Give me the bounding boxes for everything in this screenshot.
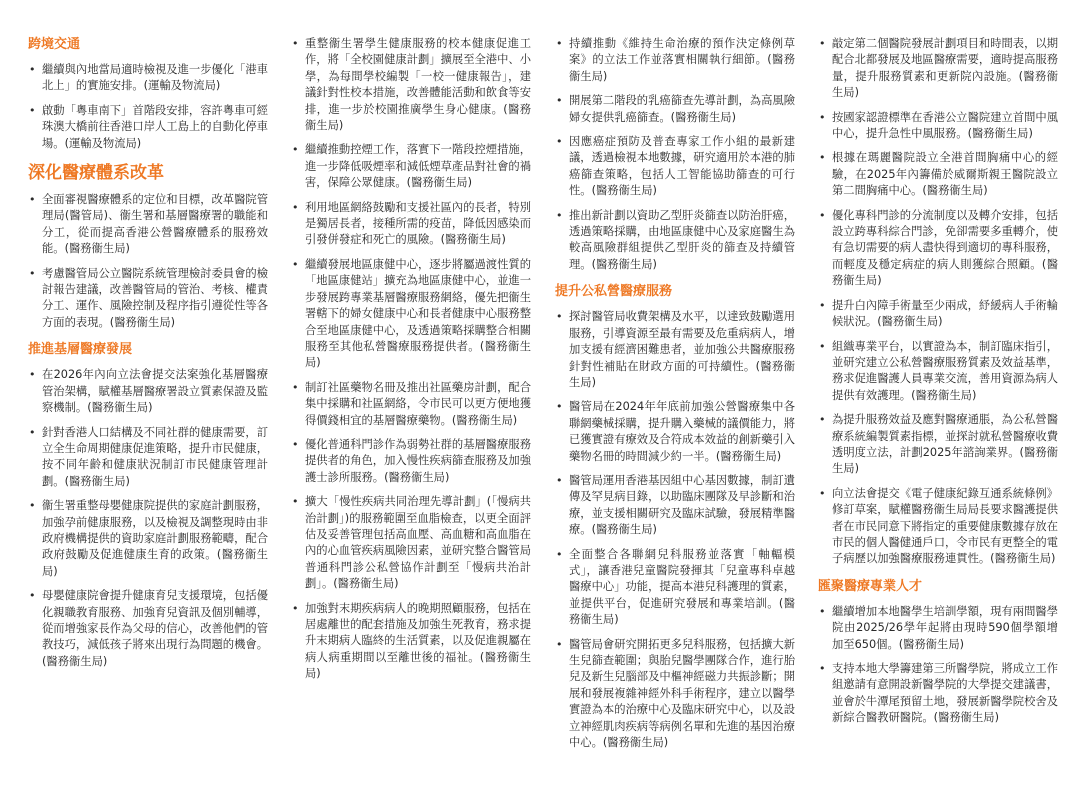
item-text: 全面審視醫療體系的定位和目標，改革醫院管理局(醫管局)、衞生署和基層醫療署的職能和分工，從而提高香港公營醫療體系的服務效能。(醫務衞生局) <box>42 193 268 256</box>
list-item <box>291 257 531 372</box>
item-text: 針對香港人口結構及不同社群的健康需要，訂立全生命周期健康促進策略，提升市民健康，按不同年齡和健康狀況制訂市民健康管理計劃。(醫務衞生局) <box>42 425 268 488</box>
bullet-list <box>818 604 1058 727</box>
bullet-icon: • <box>819 486 826 500</box>
item-text: 為提升服務效益及應對醫療通脹，為公私營醫療系統編製質素指標，並探討就私營醫療收費透明度立法，計劃2025年諮詢業界。(醫務衞生局) <box>832 413 1058 476</box>
item-text: 加強對末期疾病病人的晚期照顧服務，包括在居處離世的配套措施及加強生死教育，務求提升末期病人臨終的生活質素，以及促進親屬在病人病重期間以至離世後的福祉。(醫務衞生局) <box>305 601 531 681</box>
list-item <box>28 498 268 580</box>
bullet-icon: • <box>29 499 36 513</box>
list-item <box>291 494 531 592</box>
list-item <box>291 380 531 429</box>
bullet-icon: • <box>556 37 563 50</box>
list-item <box>818 36 1058 102</box>
item-text: 按國家認證標準在香港公立醫院建立首間中風中心，提升急性中風服務。(醫務衞生局) <box>832 110 1058 141</box>
section-title: 深化醫療體系改革 <box>28 163 164 184</box>
column-4 <box>818 36 1058 737</box>
list-item <box>818 208 1058 290</box>
section <box>818 578 1058 727</box>
item-text: 優化專科門診的分流制度以及轉介安排，包括設立跨專科綜合門診，免卻需要多重轉介，使有急切需要的病人盡快得到適切的專科服務，而輕度及穩定病症的病人則獲綜合照顧。(醫務衞生局) <box>832 208 1058 288</box>
list-item <box>818 486 1058 568</box>
item-text: 推出新計劃以資助乙型肝炎篩查以防治肝癌，透過策略採購，由地區康健中心及家庭醫生為較高風險群組提供乙型肝炎的篩查及持續管理。(醫務衞生局) <box>569 208 795 271</box>
list-item <box>818 339 1058 405</box>
list-item <box>28 425 268 491</box>
list-item <box>291 200 531 249</box>
list-item <box>555 547 795 629</box>
bullet-list <box>555 36 795 273</box>
bullet-list <box>28 62 268 152</box>
bullet-icon: • <box>29 63 36 76</box>
item-text: 在2026年內向立法會提交法案強化基層醫療管治架構，賦權基層醫療署設立質素保證及監察機制。(醫務衞生局) <box>42 368 268 415</box>
list-item <box>291 601 531 683</box>
bullet-icon: • <box>29 425 36 439</box>
item-text: 重整衞生署學生健康服務的校本健康促進工作，將「全校園健康計劃」擴展至全港中、小學，為每間學校編製「一校一健康報告」，建議針對性校本措施，改善體能活動和飲食等安排，進一步於校園推廣學生身心健康。(醫務衞生局) <box>305 37 531 133</box>
section-title: 跨境交通 <box>28 37 81 52</box>
bullet-icon: • <box>556 473 563 487</box>
item-text: 敲定第二個醫院發展計劃項目和時間表，以期配合北都發展及地區醫療需要，適時提高服務量，提升服務質素和更新院內設施。(醫務衞生局) <box>832 37 1058 100</box>
list-item <box>555 637 795 752</box>
bullet-icon: • <box>292 143 299 157</box>
item-text: 根據在瑪麗醫院設立全港首間胸痛中心的經驗，在2025年內籌備於威爾斯親王醫院設立第二間胸痛中心。(醫務衞生局) <box>832 151 1058 198</box>
bullet-icon: • <box>556 94 563 108</box>
bullet-list <box>818 36 1058 568</box>
column-3 <box>555 36 795 761</box>
bullet-list <box>291 36 531 683</box>
bullet-icon: • <box>819 110 826 124</box>
item-text: 考慮醫管局公立醫院系統管理檢討委員會的檢討報告建議，改善醫管局的管治、考核、權責分工、運作、風險控制及程序指引遵從性等各方面的表現。(醫務衞生局) <box>42 266 268 329</box>
list-item <box>555 399 795 465</box>
bullet-icon: • <box>29 193 36 207</box>
bullet-icon: • <box>556 135 563 149</box>
bullet-icon: • <box>292 380 299 394</box>
list-item <box>291 36 531 134</box>
item-text: 啟動「粵車南下」首階段安排，容許粵車可經珠澳大橋前往香港口岸人工島上的自動化停車場。(運輸及物流局) <box>42 103 268 150</box>
bullet-icon: • <box>819 208 826 222</box>
list-item <box>28 266 268 332</box>
bullet-icon: • <box>819 339 826 353</box>
column-2 <box>291 36 531 693</box>
bullet-icon: • <box>292 37 299 50</box>
bullet-icon: • <box>292 200 299 214</box>
item-text: 醫管局運用香港基因組中心基因數據，制訂遺傳及罕見病目錄，以助臨床團隊及早診斷和治療，並支援相關研究及臨床試驗，發展精準醫療。(醫務衞生局) <box>569 473 795 537</box>
list-item <box>555 36 795 85</box>
item-text: 擴大「慢性疾病共同治理先導計劃」(「慢病共治計劃」)的服務範圍至血脂檢查，以更全面評估及妥善管理包括高血壓、高血糖和高血脂在內的心血管疾病風險因素，並研究整合醫管局普通科門診公私營協作計劃至「慢病共治計劃」。(醫務衞生局) <box>305 495 531 591</box>
bullet-icon: • <box>819 413 826 427</box>
list-item <box>28 367 268 416</box>
bullet-icon: • <box>292 601 299 615</box>
bullet-icon: • <box>292 257 299 271</box>
section <box>28 341 268 670</box>
list-item <box>818 604 1058 653</box>
section <box>28 36 268 152</box>
item-text: 繼續推動控煙工作，落實下一階段控煙措施，進一步降低吸煙率和減低煙草產品對社會的禍害，保障公眾健康。(醫務衞生局) <box>305 143 531 190</box>
item-text: 因應癌症預防及普查專家工作小組的最新建議，透過檢視本地數據，研究適用於本港的肺癌篩查策略，包括人工智能協助篩查的可行性。(醫務衞生局) <box>569 135 795 198</box>
bullet-icon: • <box>819 298 826 312</box>
list-item <box>28 192 268 258</box>
item-text: 繼續增加本地醫學生培訓學額，現有兩間醫學院由2025/26學年起將由現時590個學額增加至650個。(醫務衞生局) <box>832 604 1058 651</box>
section <box>818 36 1058 568</box>
section <box>291 36 531 683</box>
item-text: 繼續與內地當局適時檢視及進一步優化「港車北上」的實施安排。(運輸及物流局) <box>42 63 268 93</box>
bullet-icon: • <box>292 495 299 509</box>
column-1 <box>28 36 268 680</box>
list-item <box>818 661 1058 727</box>
list-item <box>555 208 795 274</box>
list-item <box>28 62 268 95</box>
item-text: 持續推動《維持生命治療的預作決定條例草案》的立法工作並落實相關執行細節。(醫務衞生局) <box>569 37 795 83</box>
item-text: 全面整合各聯網兒科服務並落實「軸輻模式」，讓香港兒童醫院發揮其「兒童專科卓越醫療中心」功能，提高本港兒科護理的質素，並提供平台，促進研究發展和專業培訓。(醫務衞生局) <box>569 547 795 627</box>
list-item <box>818 110 1058 143</box>
item-text: 制訂社區藥物名冊及推出社區藥房計劃，配合集中採購和社區網絡，令市民可以更方便地獲得價錢相宜的基層醫療藥物。(醫務衞生局) <box>305 380 531 427</box>
item-text: 向立法會提交《電子健康紀錄互通系統條例》修訂草案，賦權醫務衞生局局長要求醫護提供者在市民同意下將指定的重要健康數據存放在市民的個人醫健通戶口，令市民有更整全的電子病歷以加強醫療服務連貫性。(醫務衞生局) <box>832 486 1058 566</box>
list-item <box>818 150 1058 199</box>
list-item <box>28 588 268 670</box>
item-text: 繼續發展地區康健中心，逐步將屬過渡性質的「地區康健站」擴充為地區康健中心，並進一步發展跨專業基層醫療服務網絡，優先把衞生署轄下的婦女健康中心和長者健康中心服務整合至地區康健中心，及透過策略採購整合相關服務至其他私營醫療服務提供者。(醫務衞生局) <box>305 257 531 370</box>
list-item <box>28 103 268 152</box>
bullet-icon: • <box>29 103 36 117</box>
bullet-icon: • <box>29 266 36 280</box>
section <box>28 162 268 331</box>
section <box>555 283 795 751</box>
list-item <box>291 142 531 191</box>
item-text: 提升白內障手術量至少兩成，紓緩病人手術輪候狀況。(醫務衞生局) <box>832 298 1058 329</box>
list-item <box>818 298 1058 331</box>
list-item <box>555 309 795 391</box>
list-item <box>555 93 795 126</box>
bullet-icon: • <box>556 208 563 222</box>
item-text: 利用地區網絡鼓勵和支援社區內的長者，特別是獨居長者，接種所需的疫苗，降低因感染而引發併發症和死亡的風險。(醫務衞生局) <box>305 200 531 247</box>
bullet-list <box>28 367 268 670</box>
bullet-list <box>555 309 795 751</box>
bullet-icon: • <box>556 400 563 414</box>
bullet-icon: • <box>29 368 36 382</box>
item-text: 醫管局會研究開拓更多兒科服務，包括擴大新生兒篩查範圍；與胎兒醫學團隊合作，進行胎兒及新生兒腦部及中樞神經磁力共振診斷；開展和發展複雜神經外科手術程序，建立以醫學實證為本的治療中心及臨床研究中心，以及設立神經肌肉疾病等病例名單和先進的基因治療中心。(醫務衞生局) <box>569 637 795 750</box>
list-item <box>291 437 531 486</box>
item-text: 探討醫管局收費架構及水平，以達致鼓勵選用服務，引導資源至最有需要及危重病病人，增加支援有經濟困難患者，並加強公共醫療服務針對性補貼在財政方面的可持續性。(醫務衞生局) <box>569 310 795 389</box>
bullet-list <box>28 192 268 331</box>
bullet-icon: • <box>819 604 826 618</box>
section-title: 匯聚醫療專業人才 <box>818 578 923 594</box>
bullet-icon: • <box>819 662 826 675</box>
section-title: 提升公私營醫療服務 <box>555 284 673 300</box>
item-text: 醫管局在2024年年底前加強公營醫療集中各聯網藥械採購，提升購入藥械的議價能力，將已獲實證有療效及合符成本效益的創新藥引入藥物名冊的時間減少約一半。(醫務衞生局) <box>569 400 795 463</box>
bullet-icon: • <box>819 151 826 165</box>
item-text: 衞生署重整母嬰健康院提供的家庭計劃服務，加強孕前健康服務，以及檢視及調整現時由非政府機構提供的資助家庭計劃服務範疇，配合政府鼓勵及促進健康生育的政策。(醫務衞生局) <box>42 499 268 578</box>
list-item <box>818 412 1058 478</box>
item-text: 開展第二階段的乳癌篩查先導計劃，為高風險婦女提供乳癌篩查。(醫務衞生局) <box>569 94 795 124</box>
list-item <box>555 473 795 539</box>
list-item <box>555 134 795 200</box>
bullet-icon: • <box>556 547 563 561</box>
bullet-icon: • <box>556 310 563 324</box>
bullet-icon: • <box>29 589 36 603</box>
bullet-icon: • <box>292 437 299 451</box>
bullet-icon: • <box>556 637 563 651</box>
bullet-icon: • <box>819 37 826 50</box>
item-text: 支持本地大學籌建第三所醫學院，將成立工作組邀請有意開設新醫學院的大學提交建議書，並會於牛潭尾預留土地，發展新醫學院校舍及新綜合醫教研醫院。(醫務衞生局) <box>832 662 1058 725</box>
section <box>555 36 795 273</box>
item-text: 母嬰健康院會提升健康育兒支援環境，包括優化親職教育服務、加強育兒資訊及個別輔導，從而增強家長作為父母的信心，改善他們的管教技巧，減低孩子將來出現行為問題的機會。(醫務衞生局) <box>42 589 268 668</box>
item-text: 組織專業平台，以實證為本，制訂臨床指引，並研究建立公私營醫療服務質素及效益基準，務求促進醫護人員專業交流，善用資源為病人提供有效護理。(醫務衞生局) <box>832 339 1058 402</box>
item-text: 優化普通科門診作為弱勢社群的基層醫療服務提供者的角色，加入慢性疾病篩查服務及加強護士診所服務。(醫務衞生局) <box>305 437 531 484</box>
section-title: 推進基層醫療發展 <box>28 342 133 358</box>
